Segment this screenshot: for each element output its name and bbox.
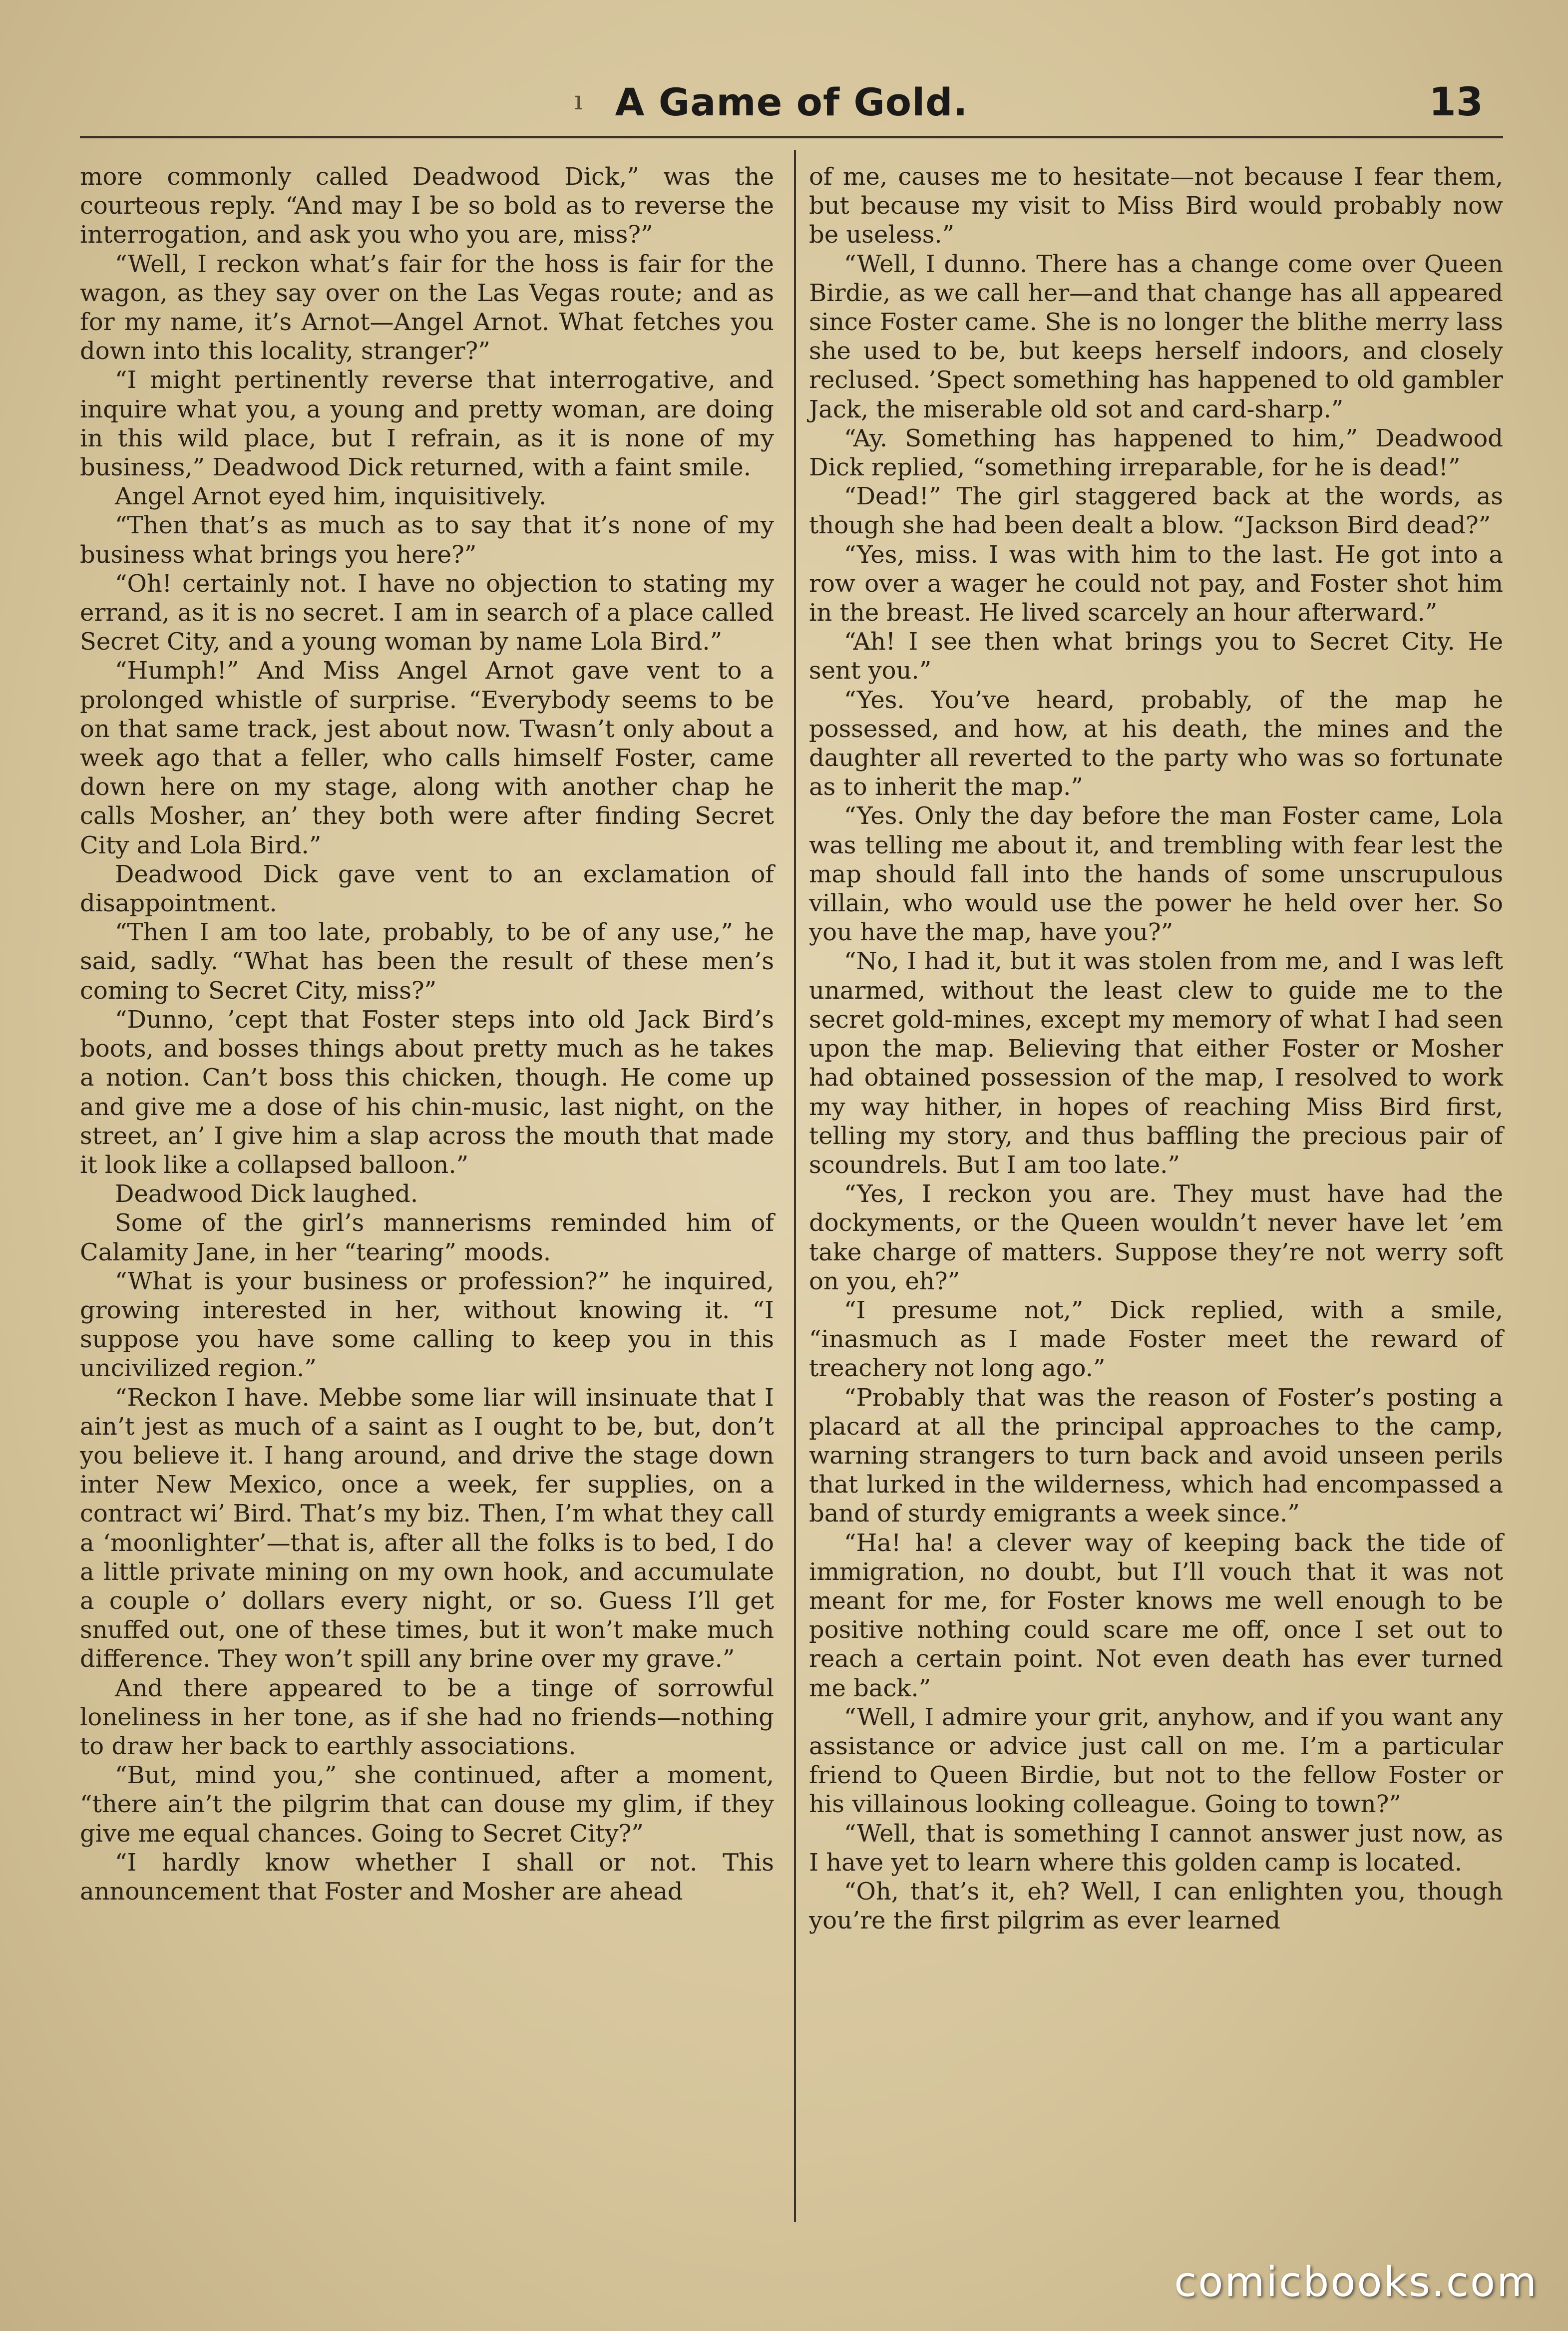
paragraph: “Ah! I see then what brings you to Secret City. He sent you.” — [809, 628, 1503, 685]
paragraph: “Well, I dunno. There has a change come over Queen Birdie, as we call her—and that change has all appeared since Foster came. She is no longer the blithe merry lass she used to be, but keeps herself indoors, and closely reclused. ’Spect something has happened to old gambler Jack, the miserable old sot and card-sharp.” — [809, 250, 1503, 423]
paragraph: “Yes, I reckon you are. They must have had the dockyments, or the Queen wouldn’t never have let ’em take charge of matters. Suppose they’re not werry soft on you, eh?” — [809, 1180, 1503, 1295]
paragraph: “Oh, that’s it, eh? Well, I can enlighten you, though you’re the first pilgrim as ever learned — [809, 1877, 1503, 1935]
page-title: A Game of Gold. — [615, 80, 968, 124]
paragraph: “Yes. You’ve heard, probably, of the map he possessed, and how, at his death, the mines and the daughter all reverted to the party who was so fortunate as to inherit the map.” — [809, 686, 1503, 801]
column-divider — [794, 150, 796, 2222]
paragraph: “Reckon I have. Mebbe some liar will insinuate that I ain’t jest as much of a saint as I ought to be, but, don’t you believe it. I hang around, and drive the stage down inter New Mexico, once a week, fer supplies, on a contract wi’ Bird. That’s my biz. Then, I’m what they call a ‘moonlighter’—that is, after all the folks is to bed, I do a little private mining on my own hook, and accumulate a couple o’ dollars every night, or so. Guess I’ll get snuffed out, one of these times, but it won’t make much difference. They won’t spill any brine over my grave.” — [80, 1383, 774, 1673]
paragraph: Angel Arnot eyed him, inquisitively. — [115, 482, 547, 511]
paragraph: “Then that’s as much as to say that it’s none of my business what brings you here?” — [80, 511, 774, 569]
left-column — [80, 162, 774, 1906]
page-number: 13 — [1429, 80, 1483, 125]
paragraph: “Yes, miss. I was with him to the last. He got into a row over a wager he could not pay, and Foster shot him in the breast. He lived scarcely an hour afterward.” — [809, 540, 1503, 627]
paragraph: “Yes. Only the day before the man Foster came, Lola was telling me about it, and trembling with fear lest the map should fall into the hands of some unscrupulous villain, who would use the power he held over her. So you have the map, have you?” — [809, 802, 1503, 947]
header-rule — [80, 136, 1503, 138]
paragraph: “I presume not,” Dick replied, with a smile, “inasmuch as I made Foster meet the reward of treachery not long ago.” — [809, 1296, 1503, 1383]
paragraph: Deadwood Dick laughed. — [115, 1180, 418, 1208]
paragraph: “Probably that was the reason of Foster’s posting a placard at all the principal approaches to the camp, warning strangers to turn back and avoid unseen perils that lurked in the wilderness, which had encompassed a band of sturdy emigrants a week since.” — [809, 1383, 1503, 1528]
watermark-logo: comicbooks.com — [1174, 2259, 1538, 2306]
paragraph: “What is your business or profession?” he inquired, growing interested in her, without knowing it. “I suppose you have some calling to keep you in this uncivilized region.” — [80, 1267, 774, 1383]
paragraph: “Well, I admire your grit, anyhow, and if you want any assistance or advice just call on me. I’m a particular friend to Queen Birdie, but not to the fellow Foster or his villainous looking colleague. Going to town?” — [809, 1703, 1503, 1819]
paragraph: more commonly called Deadwood Dick,” was the courteous reply. “And may I be so bold as to reverse the interrogation, and ask you who you are, miss?” — [80, 163, 774, 249]
paragraph: “Humph!” And Miss Angel Arnot gave vent to a prolonged whistle of surprise. “Everybody seems to be on that same track, jest about now. Twasn’t only about a week ago that a feller, who calls himself Foster, came down here on my stage, along with another chap he calls Mosher, an’ they both were after finding Secret City and Lola Bird.” — [80, 657, 774, 859]
paragraph: “I hardly know whether I shall or not. This announcement that Foster and Mosher are ahead — [80, 1848, 774, 1906]
paragraph: “No, I had it, but it was stolen from me, and I was left unarmed, without the least clew to guide me to the secret gold-mines, except my memory of what I had seen upon the map. Believing that either Foster or Mosher had obtained possession of the map, I resolved to work my way hither, in hopes of reaching Miss Bird first, telling my story, and thus baffling the precious pair of scoundrels. But I am too late.” — [809, 947, 1503, 1179]
paragraph: “I might pertinently reverse that interrogative, and inquire what you, a young and pretty woman, are doing in this wild place, but I refrain, as it is none of my business,” Deadwood Dick returned, with a faint smile. — [80, 366, 774, 482]
paragraph: “Ha! ha! a clever way of keeping back the tide of immigration, no doubt, but I’ll vouch that it was not meant for me, for Foster knows me well enough to be positive nothing could scare me off, once I set out to reach a certain point. Not even death has ever turned me back.” — [809, 1529, 1503, 1702]
paragraph: of me, causes me to hesitate—not because I fear them, but because my visit to Miss Bird would probably now be useless.” — [809, 163, 1503, 249]
paragraph: “Oh! certainly not. I have no objection to stating my errand, as it is no secret. I am in search of a place called Secret City, and a young woman by name Lola Bird.” — [80, 569, 774, 656]
right-column — [809, 162, 1503, 1935]
paragraph: Deadwood Dick gave vent to an exclamation of disappointment. — [80, 860, 774, 918]
paragraph: “Ay. Something has happened to him,” Deadwood Dick replied, “something irreparable, for he is dead!” — [809, 424, 1503, 482]
page-header — [80, 65, 1503, 135]
paragraph: Some of the girl’s mannerisms reminded him of Calamity Jane, in her “tearing” moods. — [80, 1209, 774, 1266]
paragraph: “Dunno, ’cept that Foster steps into old Jack Bird’s boots, and bosses things about pretty much as he takes a notion. Can’t boss this chicken, though. He come up and give me a dose of his chin-music, last night, on the street, an’ I give him a slap across the mouth that made it look like a collapsed balloon.” — [80, 1005, 774, 1179]
header-mark: ı — [574, 86, 583, 116]
paragraph: “But, mind you,” she continued, after a moment, “there ain’t the pilgrim that can douse my glim, if they give me equal chances. Going to Secret City?” — [80, 1761, 774, 1848]
paragraph: “Dead!” The girl staggered back at the words, as though she had been dealt a blow. “Jackson Bird dead?” — [809, 482, 1503, 540]
paragraph: “Then I am too late, probably, to be of any use,” he said, sadly. “What has been the result of these men’s coming to Secret City, miss?” — [80, 918, 774, 1005]
paragraph: “Well, I reckon what’s fair for the hoss is fair for the wagon, as they say over on the Las Vegas route; and as for my name, it’s Arnot—Angel Arnot. What fetches you down into this locality, stranger?” — [80, 250, 774, 366]
paragraph: And there appeared to be a tinge of sorrowful loneliness in her tone, as if she had no friends—nothing to draw her back to earthly associations. — [80, 1674, 774, 1760]
paragraph: “Well, that is something I cannot answer just now, as I have yet to learn where this golden camp is located. — [809, 1819, 1503, 1877]
